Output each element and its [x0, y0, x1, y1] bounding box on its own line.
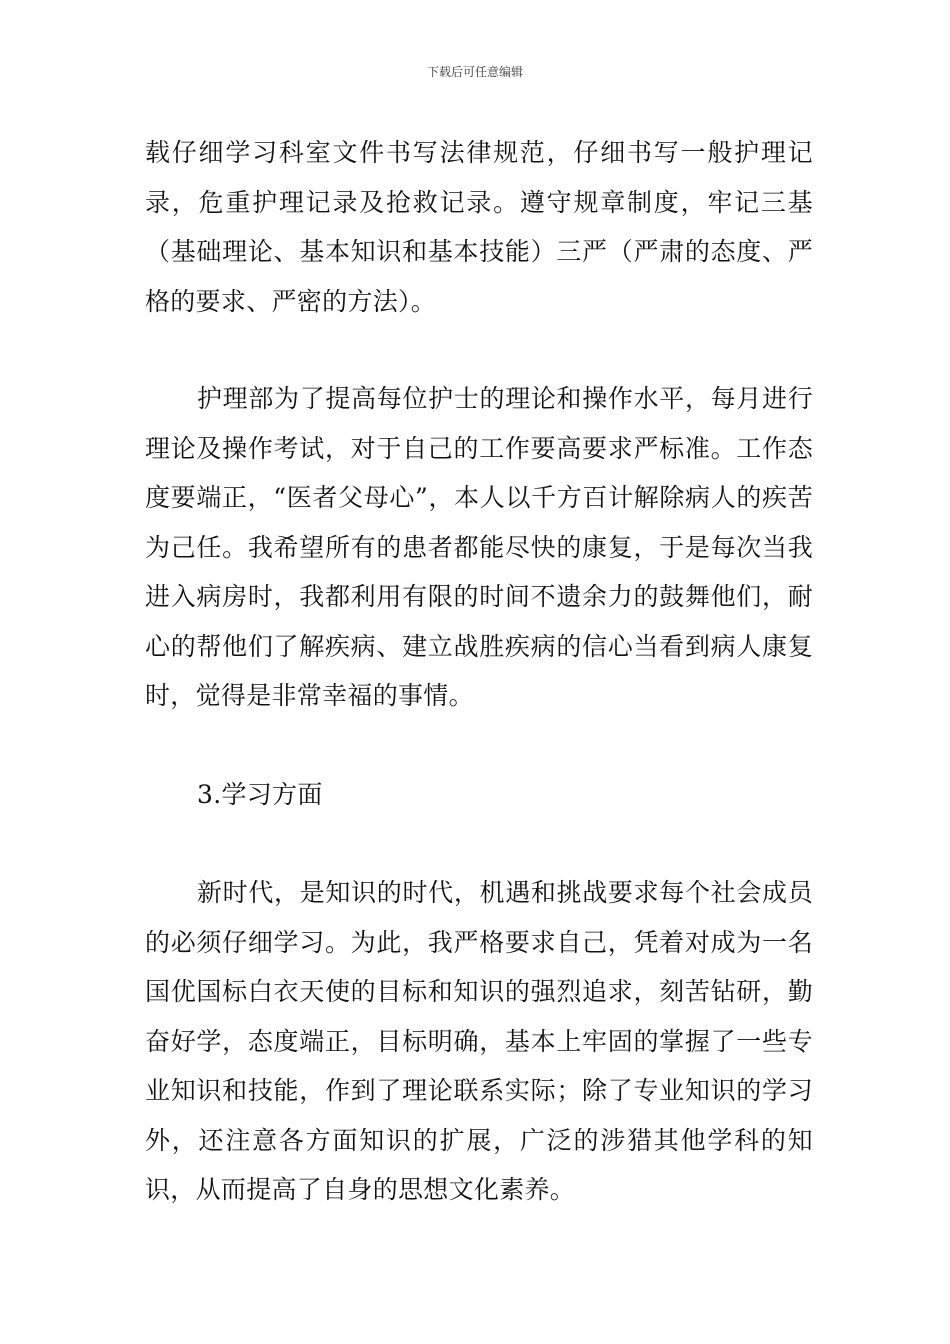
paragraph-records: 载仔细学习科室文件书写法律规范，仔细书写一般护理记录，危重护理记录及抢救记录。遵守规章制度，牢记三基（基础理论、基本知识和基本技能）三严（严肃的态度、严格的要求、严密的方法）。	[145, 138, 813, 316]
paragraph-study: 新时代，是知识的时代，机遇和挑战要求每个社会成员的必须仔细学习。为此，我严格要求自己，凭着对成为一名国优国标白衣天使的目标和知识的强烈追求，刻苦钻研，勤奋好学，态度端正，目标明确，基本上牢固的掌握了一些专业知识和技能，作到了理论联系实际；除了专业知识的学习外，还注意各方面知识的扩展，广泛的涉猎其他学科的知识，从而提高了自身的思想文化素养。	[145, 878, 813, 1204]
page-header: 下载后可任意编辑	[426, 65, 523, 79]
paragraph-nursing-department: 护理部为了提高每位护士的理论和操作水平，每月进行理论及操作考试，对于自己的工作要高要求严标准。工作态度要端正，“医者父母心”，本人以千方百计解除病人的疾苦为己任。我希望所有的患者都能尽快的康复，于是每次当我进入病房时，我都利用有限的时间不遗余力的鼓舞他们，耐心的帮他们了解疾病、建立战胜疾病的信心当看到病人康复时，觉得是非常幸福的事情。	[145, 384, 813, 710]
section-heading-study: 3.学习方面	[197, 780, 323, 809]
